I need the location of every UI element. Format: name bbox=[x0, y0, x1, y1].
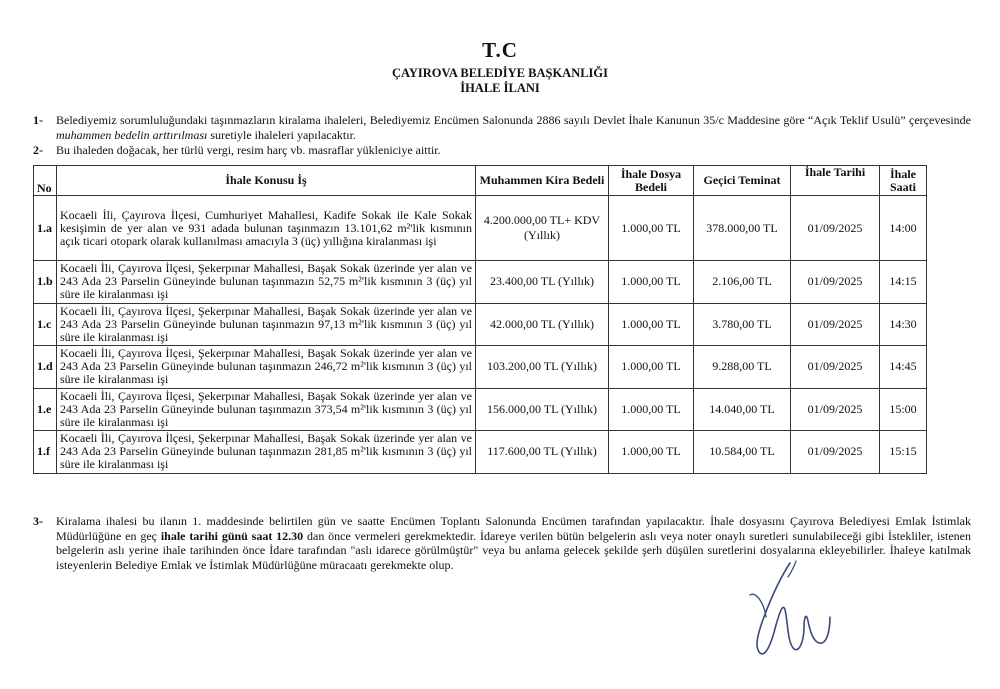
cell-teminat: 2.106,00 TL bbox=[694, 261, 791, 304]
cell-no: 1.d bbox=[34, 346, 57, 389]
cell-bedel: 23.400,00 TL (Yıllık) bbox=[476, 261, 609, 304]
header-no: No bbox=[34, 166, 57, 196]
paragraph-1-number: 1- bbox=[33, 113, 43, 127]
cell-saat: 15:15 bbox=[880, 431, 927, 474]
cell-saat: 14:30 bbox=[880, 303, 927, 346]
cell-no: 1.b bbox=[34, 261, 57, 304]
table-row bbox=[34, 261, 927, 304]
header-saat: İhale Saati bbox=[880, 166, 927, 196]
header-tarih: İhale Tarihi bbox=[791, 166, 880, 196]
cell-konu: Kocaeli İli, Çayırova İlçesi, Şekerpınar Mahallesi, Başak Sokak üzerinde yer alan ve 243 Ada 23 Parselin Güneyinde bulunan taşınmazın 52,75 m²'lik kısmının 3 (üç) yıl süre ile kiralanması işi bbox=[57, 261, 476, 304]
paragraph-2-number: 2- bbox=[33, 143, 43, 157]
table-row bbox=[34, 388, 927, 431]
header-konu: İhale Konusu İş bbox=[57, 166, 476, 196]
cell-bedel: 117.600,00 TL (Yıllık) bbox=[476, 431, 609, 474]
paragraph-1-emphasis: muhammen bedelin arttırılması bbox=[56, 127, 208, 142]
header-bedel: Muhammen Kira Bedeli bbox=[476, 166, 609, 196]
cell-no: 1.a bbox=[34, 196, 57, 261]
tender-table bbox=[33, 165, 927, 474]
paragraph-1 bbox=[33, 113, 971, 142]
cell-no: 1.e bbox=[34, 388, 57, 431]
cell-dosya: 1.000,00 TL bbox=[609, 431, 694, 474]
institution-name: ÇAYIROVA BELEDİYE BAŞKANLIĞI bbox=[391, 66, 609, 80]
cell-konu: Kocaeli İli, Çayırova İlçesi, Şekerpınar Mahallesi, Başak Sokak üzerinde yer alan ve 243 Ada 23 Parselin Güneyinde bulunan taşınmazın 97,13 m²'lik kısmının 3 (üç) yıl süre ile kiralanması işi bbox=[57, 303, 476, 346]
cell-saat: 14:15 bbox=[880, 261, 927, 304]
cell-teminat: 14.040,00 TL bbox=[694, 388, 791, 431]
cell-dosya: 1.000,00 TL bbox=[609, 346, 694, 389]
cell-tarih: 01/09/2025 bbox=[791, 431, 880, 474]
cell-bedel: 156.000,00 TL (Yıllık) bbox=[476, 388, 609, 431]
table-header-row bbox=[34, 166, 927, 196]
paragraph-2-text: Bu ihaleden doğacak, her türlü vergi, resim harç vb. masraflar yükleniciye aittir. bbox=[56, 143, 441, 157]
paragraph-3-text-a: Kiralama ihalesi bu ilanın 1. maddesinde belirtilen gün ve saatte Encümen Toplantı Salonunda Encümen tarafından yapılacaktır. İhale dosyasını Çayırova Belediyesi Emlak İstimlak Müdürlüğüne en geç bbox=[56, 514, 971, 543]
paragraph-3-number: 3- bbox=[33, 514, 43, 528]
header-dosya: İhale Dosya Bedeli bbox=[609, 166, 694, 196]
cell-saat: 14:45 bbox=[880, 346, 927, 389]
paragraph-1-text-a: Belediyemiz sorumluluğundaki taşınmazların kiralama ihaleleri, Belediyemiz Encümen Salonunda 2886 sayılı Devlet İhale Kanunun 35/c Maddesine göre “Açık Teklif Usulü” çerçevesinde bbox=[56, 113, 971, 127]
paragraph-3-bold: ihale tarihi günü saat 12.30 bbox=[160, 528, 304, 543]
cell-teminat: 378.000,00 TL bbox=[694, 196, 791, 261]
paragraph-2 bbox=[33, 143, 971, 158]
table-row bbox=[34, 346, 927, 389]
cell-konu: Kocaeli İli, Çayırova İlçesi, Şekerpınar Mahallesi, Başak Sokak üzerinde yer alan ve 243 Ada 23 Parselin Güneyinde bulunan taşınmazın 281,85 m²'lik kısmının 3 (üç) yıl süre ile kiralanması işi bbox=[57, 431, 476, 474]
cell-bedel: 103.200,00 TL (Yıllık) bbox=[476, 346, 609, 389]
cell-bedel: 42.000,00 TL (Yıllık) bbox=[476, 303, 609, 346]
cell-konu: Kocaeli İli, Çayırova İlçesi, Cumhuriyet Mahallesi, Kadife Sokak ile Kale Sokak kesişimin de yer alan ve 931 adada bulunan taşınmazın 13.101,62 m²'lik kısmının açık ticari otopark olarak kullanılması amacıyla 3 (üç) yıllığına kiralanması işi bbox=[57, 196, 476, 261]
cell-no: 1.c bbox=[34, 303, 57, 346]
paragraph-3-text-b: dan önce vermeleri gerekmektedir. İdareye verilen bütün belgelerin aslı veya noter onaylı suretleri sunulabileceği gibi İstekliler, istenen belgelerin aslı yerine ihale tarihinden önce İdare tarafından "aslı idarece görülmüştür" veya bu anlama gelecek şekilde şerh düşülen suretlerini dosyalarına ekleyebilirler. İhaleye katılmak isteyenlerin Belediye Emlak ve İstimlak Müdürlüğüne müracaatı gerekmekte olup. bbox=[56, 528, 971, 572]
cell-no: 1.f bbox=[34, 431, 57, 474]
cell-tarih: 01/09/2025 bbox=[791, 303, 880, 346]
table-row bbox=[34, 196, 927, 261]
cell-teminat: 10.584,00 TL bbox=[694, 431, 791, 474]
cell-teminat: 9.288,00 TL bbox=[694, 346, 791, 389]
cell-saat: 14:00 bbox=[880, 196, 927, 261]
header-teminat: Geçici Teminat bbox=[694, 166, 791, 196]
doc-title: T.C bbox=[482, 38, 518, 62]
cell-konu: Kocaeli İli, Çayırova İlçesi, Şekerpınar Mahallesi, Başak Sokak üzerinde yer alan ve 243 Ada 23 Parselin Güneyinde bulunan taşınmazın 373,54 m²'lik kısmının 3 (üç) yıl süre ile kiralanması işi bbox=[57, 388, 476, 431]
paragraph-1-text-b: suretiyle ihaleleri yapılacaktır. bbox=[207, 127, 356, 142]
cell-tarih: 01/09/2025 bbox=[791, 196, 880, 261]
cell-konu: Kocaeli İli, Çayırova İlçesi, Şekerpınar Mahallesi, Başak Sokak üzerinde yer alan ve 243 Ada 23 Parselin Güneyinde bulunan taşınmazın 246,72 m²'lik kısmının 3 (üç) yıl süre ile kiralanması işi bbox=[57, 346, 476, 389]
cell-dosya: 1.000,00 TL bbox=[609, 388, 694, 431]
notice-title: İHALE İLANI bbox=[460, 81, 540, 95]
cell-dosya: 1.000,00 TL bbox=[609, 261, 694, 304]
cell-tarih: 01/09/2025 bbox=[791, 388, 880, 431]
cell-bedel: 4.200.000,00 TL+ KDV (Yıllık) bbox=[476, 196, 609, 261]
cell-dosya: 1.000,00 TL bbox=[609, 196, 694, 261]
table-row bbox=[34, 431, 927, 474]
signature-image bbox=[738, 555, 848, 665]
cell-teminat: 3.780,00 TL bbox=[694, 303, 791, 346]
cell-dosya: 1.000,00 TL bbox=[609, 303, 694, 346]
cell-saat: 15:00 bbox=[880, 388, 927, 431]
cell-tarih: 01/09/2025 bbox=[791, 261, 880, 304]
cell-tarih: 01/09/2025 bbox=[791, 346, 880, 389]
paragraph-1-text bbox=[56, 113, 971, 142]
table-row bbox=[34, 303, 927, 346]
